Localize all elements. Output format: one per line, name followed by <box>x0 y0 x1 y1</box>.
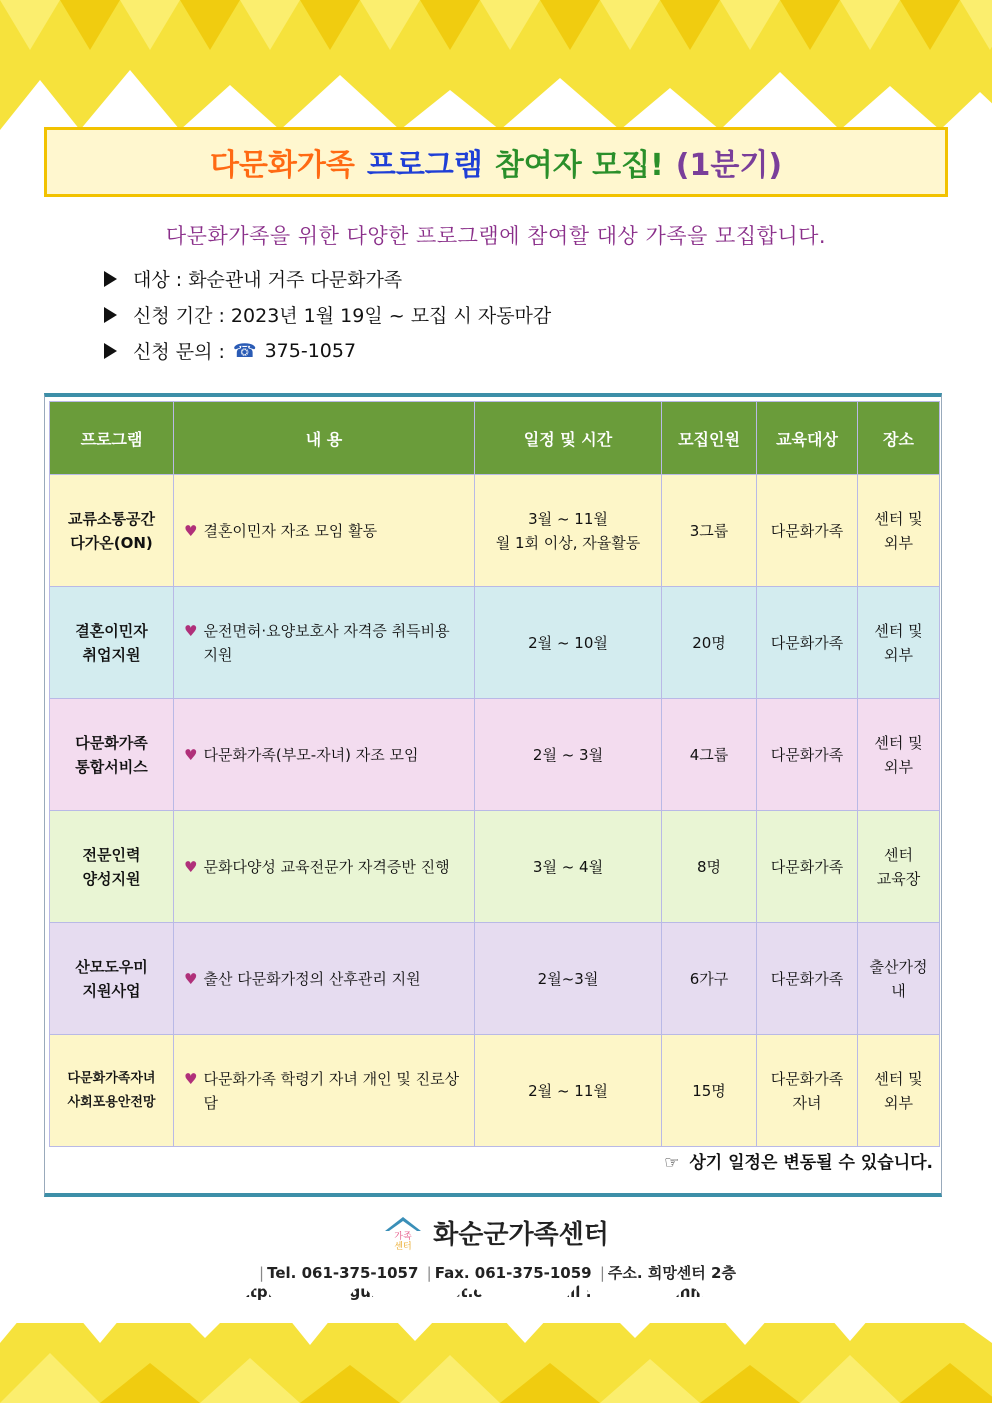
pointing-hand-icon: ☞ <box>664 1153 680 1173</box>
cell-count: 4그룹 <box>662 699 757 811</box>
info-target-text: 대상 : 화순관내 거주 다문화가족 <box>133 269 403 291</box>
cell-program <box>50 475 174 587</box>
cell-content <box>174 699 475 811</box>
schedule-line1: 2월 ~ 11월 <box>528 1081 608 1100</box>
cell-schedule <box>475 811 662 923</box>
footer-address: 주소. 희망센터 2층 <box>607 1264 736 1282</box>
place-line1: 센터 및 <box>874 1069 923 1088</box>
title-part2: 프로그램 <box>366 148 483 183</box>
table-row <box>50 699 940 811</box>
title-part3: 참여자 모집! <box>494 148 664 183</box>
cell-target <box>757 699 858 811</box>
subtitle: 다문화가족을 위한 다양한 프로그램에 참여할 대상 가족을 모집합니다. <box>165 224 827 248</box>
header-content: 내 용 <box>174 402 475 475</box>
heart-icon: ♥ <box>184 521 198 540</box>
cell-content <box>174 1035 475 1147</box>
cell-program <box>50 923 174 1035</box>
program-line1: 전문인력 <box>82 845 141 864</box>
cell-count: 20명 <box>662 587 757 699</box>
cell-target <box>757 811 858 923</box>
top-decoration <box>0 0 992 130</box>
cell-schedule <box>475 587 662 699</box>
cell-program <box>50 811 174 923</box>
header-count: 모집인원 <box>662 402 757 475</box>
program-line2: 지원사업 <box>82 981 141 1000</box>
heart-icon: ♥ <box>184 1069 198 1088</box>
info-list <box>104 266 551 374</box>
heart-icon: ♥ <box>184 745 198 764</box>
target-line2: 자녀 <box>792 1093 822 1112</box>
cell-place <box>858 1035 940 1147</box>
info-target <box>104 266 551 291</box>
triangle-right-icon <box>104 343 117 359</box>
place-line1: 센터 및 <box>874 509 923 528</box>
program-line2: 다가온(ON) <box>70 533 153 552</box>
phone-icon: ☎ <box>232 339 257 362</box>
table-header-row <box>50 402 940 475</box>
place-line2: 외부 <box>884 645 913 664</box>
schedule-line1: 2월 ~ 3월 <box>532 745 604 764</box>
place-line2: 외부 <box>884 533 913 552</box>
program-line2: 양성지원 <box>82 869 141 888</box>
info-inquiry <box>104 338 551 363</box>
content-text: 운전면허·요양보호사 자격증 취득비용 지원 <box>203 621 450 664</box>
table-row <box>50 923 940 1035</box>
program-table <box>49 401 940 1147</box>
header-program: 프로그램 <box>50 402 174 475</box>
content-text: 다문화가족(부모-자녀) 자조 모임 <box>203 745 419 764</box>
cell-target <box>757 923 858 1035</box>
content-text: 문화다양성 교육전문가 자격증반 진행 <box>203 857 450 876</box>
header-schedule: 일정 및 시간 <box>475 402 662 475</box>
info-period <box>104 302 551 327</box>
footer-tel: Tel. 061-375-1057 <box>267 1264 419 1282</box>
place-line1: 출산가정 <box>869 957 928 976</box>
schedule-line1: 2월 ~ 10월 <box>528 633 608 652</box>
schedule-line1: 3월 ~ 4월 <box>532 857 604 876</box>
title-part1: 다문화가족 <box>209 148 355 183</box>
note-text: 상기 일정은 변동될 수 있습니다. <box>689 1153 933 1173</box>
program-line2: 취업지원 <box>82 645 141 664</box>
logo-text-top: 가족 <box>394 1231 412 1242</box>
schedule-note <box>664 1148 933 1173</box>
cell-program <box>50 587 174 699</box>
table-row <box>50 811 940 923</box>
place-line1: 센터 및 <box>874 733 923 752</box>
place-line2: 교육장 <box>876 869 921 888</box>
cell-content <box>174 811 475 923</box>
target-line1: 다문화가족 <box>770 633 844 652</box>
triangle-right-icon <box>104 271 117 287</box>
cell-place <box>858 811 940 923</box>
program-line1: 교류소통공간 <box>68 509 155 528</box>
target-line1: 다문화가족 <box>770 969 844 988</box>
cell-count: 8명 <box>662 811 757 923</box>
cell-count: 15명 <box>662 1035 757 1147</box>
cell-place <box>858 699 940 811</box>
footer-org <box>0 1214 992 1251</box>
content-text: 결혼이민자 자조 모임 활동 <box>203 521 378 540</box>
logo-text-bottom: 센터 <box>394 1241 412 1251</box>
target-line1: 다문화가족 <box>770 857 844 876</box>
bottom-decoration <box>0 1283 992 1403</box>
program-line2: 통합서비스 <box>75 757 148 776</box>
target-line1: 다문화가족 <box>770 521 844 540</box>
place-line2: 외부 <box>884 757 913 776</box>
place-line1: 센터 <box>884 845 913 864</box>
program-line1: 산모도우미 <box>75 957 148 976</box>
separator: | <box>599 1264 605 1282</box>
cell-content <box>174 923 475 1035</box>
cell-target <box>757 475 858 587</box>
triangle-right-icon <box>104 307 117 323</box>
header-place: 장소 <box>858 402 940 475</box>
table-row <box>50 587 940 699</box>
cell-content <box>174 475 475 587</box>
cell-target <box>757 1035 858 1147</box>
cell-count: 6가구 <box>662 923 757 1035</box>
program-table-frame <box>44 393 942 1197</box>
heart-icon: ♥ <box>184 969 198 988</box>
content-text: 다문화가족 학령기 자녀 개인 및 진로상담 <box>203 1069 460 1112</box>
program-line1: 다문화가족 <box>75 733 148 752</box>
program-line1: 다문화가족자녀 <box>67 1070 156 1086</box>
info-phone: 375-1057 <box>264 339 357 362</box>
org-name: 화순군가족센터 <box>433 1220 609 1250</box>
cell-target <box>757 587 858 699</box>
cell-place <box>858 587 940 699</box>
separator: | <box>426 1264 432 1282</box>
title-part4: (1분기) <box>675 148 783 183</box>
footer-web: : <box>585 1283 592 1301</box>
schedule-line1: 2월~3월 <box>537 969 599 988</box>
place-line2: 내 <box>891 981 906 1000</box>
cell-schedule <box>475 475 662 587</box>
place-line2: 외부 <box>884 1093 913 1112</box>
cell-program <box>50 1035 174 1147</box>
cell-program <box>50 699 174 811</box>
info-inquiry-label: 신청 문의 : <box>133 341 225 363</box>
cell-schedule <box>475 1035 662 1147</box>
cell-place <box>858 475 940 587</box>
program-line1: 결혼이민자 <box>75 621 148 640</box>
place-line1: 센터 및 <box>874 621 923 640</box>
footer-fax: Fax. 061-375-1059 <box>434 1264 592 1282</box>
target-line1: 다문화가족 <box>770 1069 844 1088</box>
schedule-line1: 3월 ~ 11월 <box>528 509 608 528</box>
target-line1: 다문화가족 <box>770 745 844 764</box>
header-target: 교육대상 <box>757 402 858 475</box>
schedule-line2: 월 1회 이상, 자율활동 <box>495 533 641 552</box>
program-line2: 사회포용안전망 <box>67 1094 156 1110</box>
cell-place <box>858 923 940 1035</box>
heart-icon: ♥ <box>184 621 198 640</box>
cell-content <box>174 587 475 699</box>
content-text: 출산 다문화가정의 산후관리 지원 <box>203 969 421 988</box>
heart-icon: ♥ <box>184 857 198 876</box>
footer-contact <box>0 1262 992 1283</box>
title-banner <box>44 127 948 197</box>
cell-count: 3그룹 <box>662 475 757 587</box>
table-row <box>50 1035 940 1147</box>
cell-schedule <box>475 699 662 811</box>
table-row <box>50 475 940 587</box>
cell-schedule <box>475 923 662 1035</box>
info-period-text: 신청 기간 : 2023년 1월 19일 ~ 모집 시 자동마감 <box>133 305 552 327</box>
separator: | <box>259 1264 265 1282</box>
family-center-logo <box>383 1215 423 1251</box>
